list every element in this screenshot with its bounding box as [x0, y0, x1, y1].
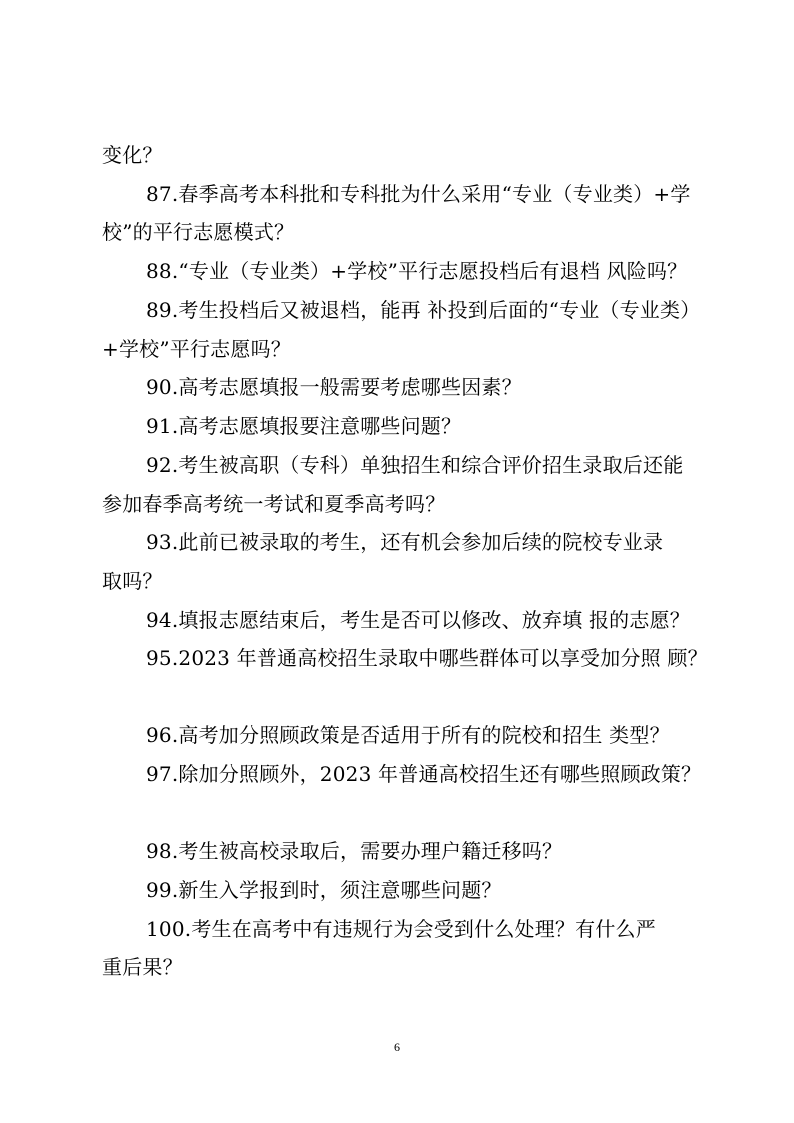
question-92-line-1: 92.考生被高职（专科）单独招生和综合评价招生录取后还能 [146, 453, 684, 477]
question-87-line-2: 校”的平行志愿模式？ [102, 220, 295, 244]
question-98: 98.考生被高校录取后，需要办理户籍迁移吗？ [146, 839, 563, 863]
question-93-line-1: 93.此前已被录取的考生，还有机会参加后续的院校专业录 [146, 530, 664, 554]
question-89-line-1: 89.考生投档后又被退档，能再 补投到后面的“专业（专业类） [146, 298, 701, 322]
text-line: 变化？ [102, 143, 163, 167]
question-90: 90.高考志愿填报一般需要考虑哪些因素？ [146, 375, 522, 399]
question-87-line-1: 87.春季高考本科批和专科批为什么采用“专业（专业类）+学 [146, 182, 691, 206]
page-number: 6 [394, 1040, 400, 1054]
question-94: 94.填报志愿结束后，考生是否可以修改、放弃填 报的志愿？ [146, 608, 690, 632]
question-89-line-2: +学校”平行志愿吗？ [102, 337, 291, 361]
question-96: 96.高考加分照顾政策是否适用于所有的院校和招生 类型？ [146, 723, 670, 747]
question-91: 91.高考志愿填报要注意哪些问题？ [146, 414, 462, 438]
question-92-line-2: 参加春季高考统一考试和夏季高考吗？ [102, 492, 446, 516]
question-97: 97.除加分照顾外，2023 年普通高校招生还有哪些照顾政策？ [146, 762, 702, 786]
question-93-line-2: 取吗？ [102, 569, 163, 593]
question-95: 95.2023 年普通高校招生录取中哪些群体可以享受加分照 顾？ [146, 646, 708, 670]
question-100-line-1: 100.考生在高考中有违规行为会受到什么处理？有什么严 [146, 917, 656, 941]
question-88: 88.“专业（专业类）+学校”平行志愿投档后有退档 风险吗？ [146, 259, 688, 283]
question-100-line-2: 重后果？ [102, 955, 183, 979]
question-99: 99.新生入学报到时，须注意哪些问题？ [146, 878, 502, 902]
